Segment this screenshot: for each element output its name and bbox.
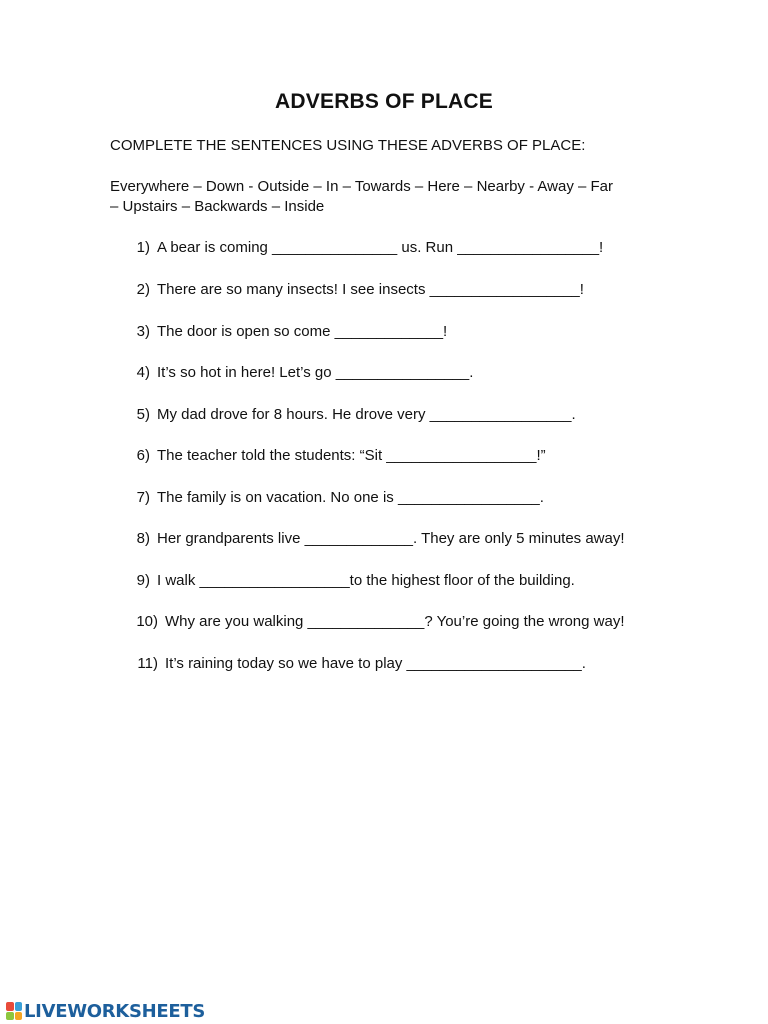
question-number: 9): [136, 572, 150, 589]
question-number: 10): [136, 613, 158, 630]
question-number: 11): [137, 655, 158, 672]
question-number: 4): [136, 364, 150, 381]
question-text: There are so many insects! I see insects __________________!: [157, 281, 584, 298]
word-bank: [110, 177, 670, 217]
question-text: A bear is coming _______________ us. Run _________________!: [157, 239, 604, 256]
question-text: I walk __________________to the highest floor of the building.: [157, 572, 575, 589]
question-text: Her grandparents live _____________. They are only 5 minutes away!: [157, 530, 625, 547]
question-number: 5): [136, 406, 150, 423]
word-bank-line-1: Everywhere – Down - Outside – In – Towards – Here – Nearby - Away – Far: [110, 178, 614, 195]
word-bank-line-2: – Upstairs – Backwards – Inside: [110, 198, 325, 215]
question-number: 8): [136, 530, 150, 547]
question-text: It’s so hot in here! Let’s go ________________.: [157, 364, 474, 381]
question-number: 7): [136, 489, 150, 506]
question-text: The door is open so come _____________!: [157, 323, 448, 340]
question-text: The teacher told the students: “Sit __________________!”: [157, 447, 546, 464]
question-text: My dad drove for 8 hours. He drove very _________________.: [157, 406, 576, 423]
liveworksheets-logo-icon: [6, 1002, 22, 1020]
question-text: It’s raining today so we have to play _____________________.: [165, 655, 586, 672]
worksheet-title: ADVERBS OF PLACE: [275, 90, 493, 113]
question-number: 1): [136, 239, 150, 256]
question-number: 2): [136, 281, 150, 298]
question-number: 3): [136, 323, 150, 340]
question-text: Why are you walking ______________? You’re going the wrong way!: [165, 613, 625, 630]
question-number: 6): [136, 447, 150, 464]
question-text: The family is on vacation. No one is _________________.: [157, 489, 544, 506]
logo-text: LIVEWORKSHEETS: [24, 1000, 206, 1022]
liveworksheets-logo[interactable]: [6, 1000, 205, 1022]
instruction-text: COMPLETE THE SENTENCES USING THESE ADVERBS OF PLACE:: [110, 137, 586, 154]
